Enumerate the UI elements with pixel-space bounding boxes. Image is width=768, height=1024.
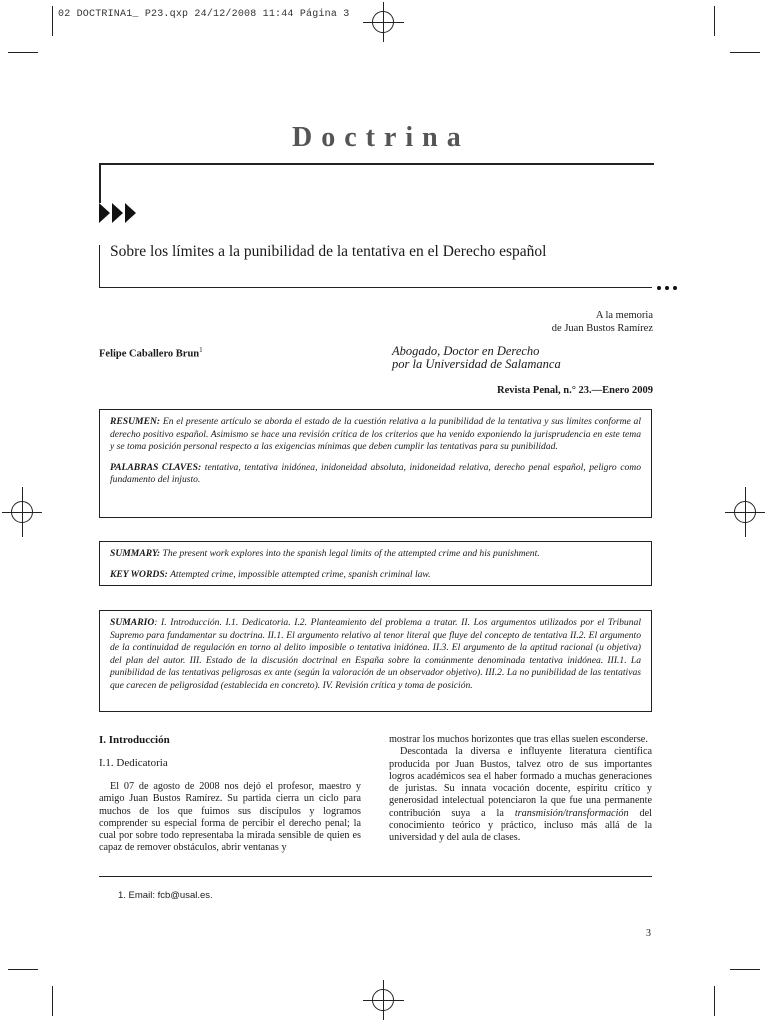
affiliation-line1: Abogado, Doctor en Derecho xyxy=(392,344,540,358)
summary-box xyxy=(99,541,652,586)
resumen-text: En el presente artículo se aborda el estado de la cuestión relativa a la punibilidad de la tentativa y sus límites conforme al derecho positivo español. Asimismo se hace una revisión crítica de los criterios que ha venido exponiendo la jurisprudencia en este tema y se toma posición personal respecto a las exigencias mínimas que deben cumplir las tentativas para su punibilidad. xyxy=(110,416,641,453)
affiliation-line2: por la Universidad de Salamanca xyxy=(392,356,561,371)
body-paragraph-1: El 07 de agosto de 2008 nos dejó el profesor, maestro y amigo Juan Bustos Ramírez. Su partida cierra un ciclo para muchos de los que fuimos sus discípulos y logramos comprender su especial forma de percibir el derecho penal; la cual por sobre todo representaba la mirada sensible de quien es capaz de remover obstáculos, abrir ventanas y xyxy=(99,781,361,854)
body-paragraph-continued: mostrar los muchos horizontes que tras ellas suelen esconderse. xyxy=(389,734,648,745)
footnote-divider xyxy=(99,876,652,877)
keywords-label: KEY WORDS: xyxy=(110,568,168,580)
body-paragraph-2-a: Descontada la diversa e influyente literatura científica producida por Juan Bustos, talvez otro de sus importantes logros académicos sea el haber formado a muchas generaciones de juristas. Su innata vocación docente, espíritu crítico y generosidad intelectual potenciaron la que fue una permanente contribución suya a la xyxy=(389,746,652,819)
article-title: Sobre los límites a la punibilidad de la tentativa en el Derecho español xyxy=(110,243,547,260)
palabras-claves-paragraph xyxy=(110,462,641,487)
summary-paragraph xyxy=(110,548,641,561)
body-paragraph-2 xyxy=(389,746,652,844)
body-column-left xyxy=(99,781,361,855)
body-paragraph-2-b: del conocimiento teórico y práctico, incluso más allá de la universidad y del aula de clases. xyxy=(389,807,652,844)
sumario-box xyxy=(99,610,652,712)
palabras-claves-label: PALABRAS CLAVES: xyxy=(110,461,202,473)
ellipsis-dots-icon xyxy=(657,286,677,290)
sumario-paragraph xyxy=(110,617,641,693)
sumario-label: SUMARIO xyxy=(110,617,155,628)
body-column-right xyxy=(389,734,652,845)
print-slug: 02 DOCTRINA1_ P23.qxp 24/12/2008 11:44 Página 3 xyxy=(58,9,350,20)
section-heading-introduccion: I. Introducción xyxy=(99,734,170,746)
author-name xyxy=(99,346,203,360)
triple-arrow-icon xyxy=(99,203,136,223)
page-number: 3 xyxy=(646,928,651,939)
resumen-paragraph xyxy=(110,416,641,454)
author-affiliation xyxy=(392,345,561,370)
resumen-label: RESUMEN: xyxy=(110,416,161,427)
subsection-heading-dedicatoria: I.1. Dedicatoria xyxy=(99,757,168,769)
journal-reference: Revista Penal, n.° 23.—Enero 2009 xyxy=(497,385,653,396)
dedication-line1: A la memoria xyxy=(595,310,653,321)
keywords-text: Attempted crime, impossible attempted crime, spanish criminal law. xyxy=(167,568,431,580)
summary-label: SUMMARY: xyxy=(110,548,161,559)
author-name-text: Felipe Caballero Brun xyxy=(99,348,200,360)
footnote: 1. Email: fcb@usal.es. xyxy=(118,890,213,901)
section-title: Doctrina xyxy=(292,122,470,153)
footnote-ref: 1 xyxy=(199,346,203,354)
palabras-claves-text: tentativa, tentativa inidónea, inidoneidad absoluta, inidoneidad relativa, derecho penal español, peligro como fundamento del injusto. xyxy=(110,461,641,486)
dedication xyxy=(552,309,653,335)
sumario-text: : I. Introducción. I.1. Dedicatoria. I.2. Planteamiento del problema a tratar. II. Los argumentos utilizados por el Tribunal Supremo para fundamentar su doctrina. II.1. El argumento relativo al tenor literal que fluye del concepto de tentativa II.2. El argumento de la continuidad de regulación en torno al delito imposible o tentativa inidónea. II.3. El argumento de la aptitud racional (u objetiva) del plan del autor. III. Estado de la discusión doctrinal en España sobre la comúnmente denominada tentativa inidónea. III.1. La punibilidad de las tentativas peligrosas ex ante (según la valoración de un observador objetivo). III.2. La no punibilidad de las tentativas que carecen de peligrosidad (establecida en concreto). IV. Revisión crítica y toma de posición. xyxy=(110,617,641,691)
body-paragraph-2-emphasis: transmisión/transformación xyxy=(514,807,629,819)
keywords-paragraph xyxy=(110,569,641,582)
summary-text: The present work explores into the spanish legal limits of the attempted crime and his punishment. xyxy=(160,548,540,559)
dedication-line2: de Juan Bustos Ramírez xyxy=(551,323,653,334)
resumen-box xyxy=(99,409,652,518)
